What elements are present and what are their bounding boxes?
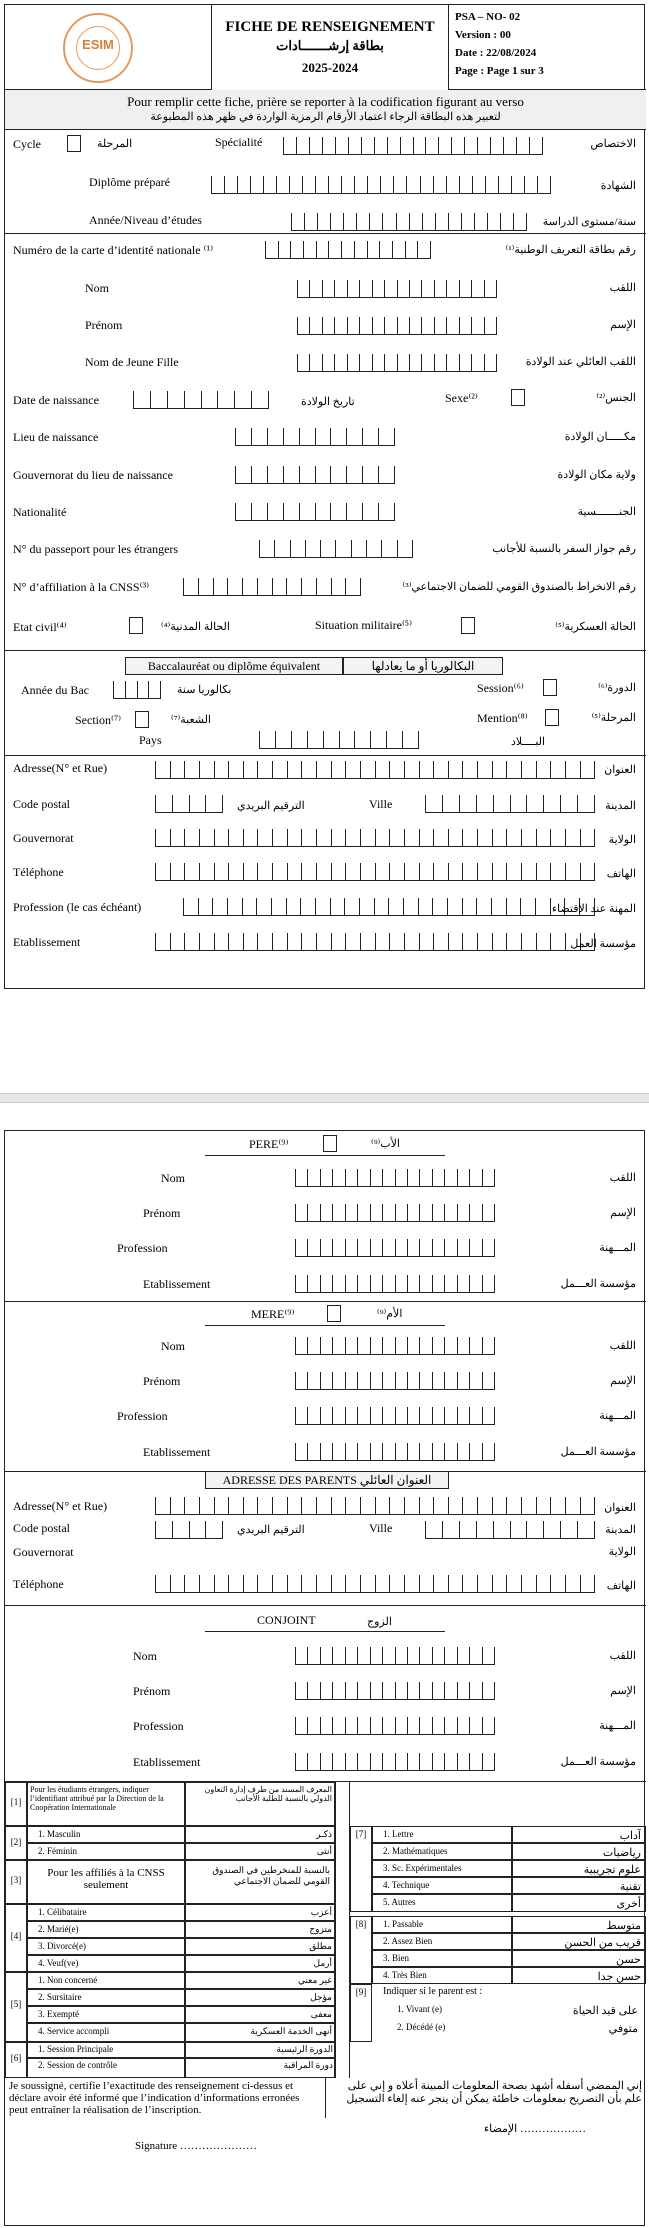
par-ville-label-ar: المدينة (605, 1524, 636, 1536)
annee-bac-label-ar: بكالوريا سنة (177, 684, 232, 696)
code-3-ar: بالنسبة للمنخرطين في الصندوق القومي للضمان الاجتماعي (185, 1860, 335, 1904)
jeune-fille-field[interactable] (297, 354, 497, 372)
adresse-field[interactable] (155, 761, 595, 779)
profession-label: Profession (le cas échéant) (13, 900, 142, 914)
code-8-item-4: 4. Très Bien (372, 1967, 512, 1984)
conjoint-label-ar: الزوج (367, 1616, 392, 1628)
session-label-ar: الدورة⁽⁶⁾ (598, 682, 636, 694)
code-5-ar-3: معفى (185, 2006, 335, 2023)
gouv-naiss-field[interactable] (235, 466, 395, 484)
doc-pages: Page : Page 1 sur 3 (455, 65, 544, 77)
passeport-label: N° du passeport pour les étrangers (13, 542, 179, 556)
doc-ref: PSA – NO- 02 (455, 11, 521, 23)
pere-etab-label-ar: مؤسسة العـــمل (560, 1278, 636, 1290)
form-header (5, 5, 646, 90)
form-page-1 (4, 4, 645, 989)
code-4-ar-2: متزوج (185, 1921, 335, 1938)
code-8-item-1: 1. Passable (372, 1916, 512, 1933)
pere-profession-label: Profession (117, 1241, 168, 1255)
gouv-label-ar: الولاية (608, 834, 636, 846)
pere-prenom-label-ar: الإسم (610, 1207, 636, 1219)
header-title-block (211, 5, 449, 90)
signature-fr[interactable]: Signature ………………… (135, 2140, 257, 2152)
pere-nom-label: Nom (161, 1171, 185, 1185)
mere-prenom-label: Prénom (143, 1374, 181, 1388)
code-7-ar-3: علوم تجريبية (512, 1860, 646, 1877)
cin-label-ar: رقم بطاقة التعريف الوطنية⁽¹⁾ (505, 244, 636, 256)
etab-field[interactable] (155, 933, 595, 951)
cycle-box[interactable] (67, 135, 81, 152)
declaration-fr: Je soussigné, certifie l’exactitude des renseignement ci-dessus et déclare avoir été informé que l’indication d’informations erronées peut entraîner la réalisation de l’inscription. (9, 2080, 300, 2116)
diplome-label: Diplôme préparé (89, 175, 170, 189)
session-label: Session⁽⁶⁾ (477, 681, 524, 695)
conj-nom-field[interactable] (295, 1647, 495, 1665)
conj-prenom-label-ar: الإسم (610, 1685, 636, 1697)
mere-profession-label-ar: المـــهنة (599, 1410, 636, 1422)
page-separator (0, 1093, 649, 1103)
code-2-num: [2] (5, 1826, 27, 1860)
code-5-item-2: 2. Sursitaire (27, 1989, 185, 2006)
militaire-label-ar: الحالة العسكرية⁽⁵⁾ (555, 621, 636, 633)
pere-etab-label: Etablissement (143, 1277, 211, 1291)
par-gouv-label: Gouvernorat (13, 1545, 74, 1559)
pere-profession-label-ar: المـــهنة (599, 1242, 636, 1254)
adresse-label: Adresse(N° et Rue) (13, 761, 108, 775)
annee-bac-field[interactable] (113, 681, 161, 699)
annee-field[interactable] (291, 213, 527, 231)
code-2-item-1: 1. Masculin (27, 1826, 185, 1843)
par-adresse-label: Adresse(N° et Rue) (13, 1499, 108, 1513)
code-5-item-4: 4. Service accompli (27, 2023, 185, 2042)
section-label-ar: الشعبة⁽⁷⁾ (171, 714, 211, 726)
code-2-item-2: 2. Féminin (27, 1843, 185, 1860)
code-7-item-1: 1. Lettre (372, 1826, 512, 1843)
code-3-fr: Pour les affiliés à la CNSS seulement (27, 1860, 185, 1904)
conj-etab-field[interactable] (295, 1753, 495, 1771)
code-4-item-4: 4. Veuf(ve) (27, 1955, 185, 1972)
conj-profession-label: Profession (133, 1719, 184, 1733)
cnss-label: N° d’affiliation à la CNSS⁽³⁾ (13, 580, 150, 594)
section-label: Section⁽⁷⁾ (75, 713, 122, 727)
etat-civil-label: Etat civil⁽⁴⁾ (13, 620, 67, 634)
instruction-ar: لتعبير هذه البطاقة الرجاء اعتماد الأرقام الرمزية الواردة في ظهر هذه المطبوعة (150, 111, 501, 123)
code-2-ar-2: أنثى (185, 1843, 335, 1860)
nationalite-field[interactable] (235, 503, 395, 521)
cp-label-ar: الترقيم البريدي (237, 800, 305, 812)
code-6-item-2: 2. Session de contrôle (27, 2058, 185, 2078)
pere-etab-field[interactable] (295, 1275, 495, 1293)
conj-nom-label: Nom (133, 1649, 157, 1663)
code-5-num: [5] (5, 1972, 27, 2042)
par-cp-field[interactable] (155, 1521, 223, 1539)
instruction-fr: Pour remplir cette fiche, prière se reporter à la codification figurant au verso (127, 94, 524, 109)
conj-prenom-label: Prénom (133, 1684, 171, 1698)
gouv-naiss-label-ar: ولاية مكان الولادة (557, 469, 636, 481)
ville-label: Ville (369, 797, 393, 811)
pere-label-ar: الأب⁽⁹⁾ (371, 1138, 400, 1150)
cp-field[interactable] (155, 795, 223, 813)
code-1-num: [1] (5, 1782, 27, 1826)
cin-label: Numéro de la carte d’identité nationale ⁽¹⁾ (13, 243, 214, 257)
title-ar: بطاقة إرشـــــــادات (276, 38, 384, 53)
nationalite-label-ar: الجنـــــــسية (577, 506, 636, 518)
naissance-field[interactable] (133, 391, 269, 409)
mere-etab-label-ar: مؤسسة العـــمل (560, 1446, 636, 1458)
tel-label: Téléphone (13, 865, 64, 879)
code-5-item-1: 1. Non concerné (27, 1972, 185, 1989)
par-ville-field[interactable] (425, 1521, 595, 1539)
code-6-num: [6] (5, 2042, 27, 2078)
mere-nom-field[interactable] (295, 1337, 495, 1355)
specialite-label: Spécialité (215, 135, 263, 149)
instruction-note (5, 90, 646, 130)
pere-label: PERE⁽⁹⁾ (249, 1137, 289, 1151)
code-5-ar-4: أنهى الخدمة العسكرية (185, 2023, 335, 2042)
cin-field[interactable] (265, 241, 431, 259)
code-9-num: [9] (350, 1984, 372, 2042)
code-9-title: Indiquer si le parent est : (383, 1986, 483, 1997)
code-9-item-2: 2. Décédé (e) (397, 2022, 446, 2032)
par-adresse-label-ar: العنوان (604, 1502, 636, 1514)
cycle-label: Cycle (13, 137, 41, 151)
academic-year: 2025-2024 (301, 60, 359, 75)
conj-nom-label-ar: اللقب (609, 1650, 636, 1662)
militaire-label: Situation militaire⁽⁵⁾ (315, 618, 413, 632)
passeport-label-ar: رقم جواز السفر بالنسبة للأجانب (492, 543, 636, 555)
conj-profession-field[interactable] (295, 1717, 495, 1735)
code-6-ar-2: دورة المراقبة (185, 2058, 335, 2078)
code-1-ar: المعرف المسند من طرف إدارة التعاون الدولي بالنسبة للطلبة الأجانب (185, 1782, 335, 1826)
code-3-num: [3] (5, 1860, 27, 1904)
code-7-num: [7] (350, 1826, 372, 1912)
bac-band-ar: البكالوريا أو ما يعادلها (343, 657, 503, 675)
conj-etab-label-ar: مؤسسة العـــمل (560, 1756, 636, 1768)
conj-etab-label: Etablissement (133, 1755, 201, 1769)
mention-label: Mention⁽⁸⁾ (477, 711, 528, 725)
prenom-label-ar: الإسم (610, 319, 636, 331)
profession-label-ar: المهنة عند الاقتضاء (551, 903, 636, 915)
code-7-ar-2: رياضيات (512, 1843, 646, 1860)
signature-ar[interactable]: ……………… الإمضاء (483, 2123, 586, 2135)
par-cp-label: Code postal (13, 1521, 70, 1535)
lieu-field[interactable] (235, 428, 395, 446)
cycle-label-ar: المرحلة (97, 138, 133, 150)
doc-reference (449, 5, 645, 90)
par-tel-field[interactable] (155, 1575, 595, 1593)
code-8-num: [8] (350, 1916, 372, 1984)
cnss-label-ar: رقم الانخراط بالصندوق القومي للضمان الاجتماعي⁽³⁾ (402, 581, 636, 593)
naissance-label: Date de naissance (13, 393, 99, 407)
etat-civil-box[interactable] (129, 617, 143, 634)
code-6-item-1: 1. Session Principale (27, 2042, 185, 2058)
mere-label: MERE⁽⁹⁾ (251, 1307, 295, 1321)
code-8-ar-2: قريب من الحسن (512, 1933, 646, 1950)
code-8-ar-4: حسن جدا (512, 1967, 646, 1984)
code-9-ar-2: متوفي (608, 2023, 638, 2035)
naissance-label-ar: تاريخ الولادة (301, 396, 355, 408)
codification-table (5, 1781, 646, 2152)
doc-date: Date : 22/08/2024 (455, 47, 537, 59)
mere-etab-label: Etablissement (143, 1445, 211, 1459)
code-5-ar-1: غير معني (185, 1972, 335, 1989)
gouv-naiss-label: Gouvernorat du lieu de naissance (13, 468, 173, 482)
code-1-fr: Pour les étudiants étrangers, indiquer l’identifiant attribué par la Direction de la Coopération Internationale (27, 1782, 185, 1826)
militaire-box[interactable] (461, 617, 475, 634)
pays-label-ar: البــــلاد (511, 736, 546, 748)
lieu-label-ar: مكـــــان الولادة (564, 431, 636, 443)
par-ville-label: Ville (369, 1521, 393, 1535)
code-4-num: [4] (5, 1904, 27, 1972)
code-4-ar-4: أرمل (185, 1955, 335, 1972)
code-8-ar-1: متوسط (512, 1916, 646, 1933)
annee-label-ar: سنة/مستوى الدراسة (542, 216, 636, 228)
etab-label: Etablissement (13, 935, 81, 949)
sexe-box[interactable] (511, 389, 525, 406)
cp-label: Code postal (13, 797, 70, 811)
pere-profession-field[interactable] (295, 1239, 495, 1257)
gouv-field[interactable] (155, 829, 595, 847)
annee-label: Année/Niveau d’études (89, 213, 202, 227)
pays-label: Pays (139, 733, 162, 747)
nom-field[interactable] (297, 280, 497, 298)
mere-box[interactable] (327, 1305, 341, 1322)
specialite-label-ar: الاختصاص (590, 138, 636, 150)
pere-prenom-field[interactable] (295, 1204, 495, 1222)
pere-nom-label-ar: اللقب (609, 1172, 636, 1184)
pere-prenom-label: Prénom (143, 1206, 181, 1220)
par-adresse-field[interactable] (155, 1497, 595, 1515)
code-7-item-3: 3. Sc. Expérimentales (372, 1860, 512, 1877)
code-6-ar-1: الدورة الرئيسية (185, 2042, 335, 2058)
mention-box[interactable] (545, 709, 559, 726)
pays-field[interactable] (259, 731, 419, 749)
mere-etab-field[interactable] (295, 1443, 495, 1461)
doc-version: Version : 00 (455, 29, 511, 41)
code-4-item-2: 2. Marié(e) (27, 1921, 185, 1938)
school-logo (63, 13, 133, 83)
prenom-label: Prénom (85, 318, 123, 332)
adresse-label-ar: العنوان (604, 764, 636, 776)
code-5-ar-2: مؤجل (185, 1989, 335, 2006)
conj-profession-label-ar: المـــهنة (599, 1720, 636, 1732)
code-4-item-1: 1. Célibataire (27, 1904, 185, 1921)
profession-field[interactable] (183, 898, 595, 916)
mention-label-ar: المرحلة⁽⁵⁾ (591, 712, 636, 724)
par-gouv-label-ar: الولاية (608, 1546, 636, 1558)
mere-nom-label: Nom (161, 1339, 185, 1353)
sexe-label-ar: الجنس⁽²⁾ (596, 392, 636, 404)
logo-text: ESIM (82, 37, 114, 52)
gouv-label: Gouvernorat (13, 831, 74, 845)
mere-profession-field[interactable] (295, 1407, 495, 1425)
conj-prenom-field[interactable] (295, 1682, 495, 1700)
session-box[interactable] (543, 679, 557, 696)
code-7-item-5: 5. Autres (372, 1894, 512, 1912)
code-7-ar-5: أخرى (512, 1894, 646, 1912)
code-8-ar-3: حسن (512, 1950, 646, 1967)
code-4-ar-1: أعزب (185, 1904, 335, 1921)
par-tel-label: Téléphone (13, 1577, 64, 1591)
ville-label-ar: المدينة (605, 800, 636, 812)
mere-nom-label-ar: اللقب (609, 1340, 636, 1352)
code-7-item-4: 4. Technique (372, 1877, 512, 1894)
cnss-field[interactable] (183, 578, 361, 596)
sexe-label: Sexe⁽²⁾ (445, 391, 478, 405)
mere-prenom-field[interactable] (295, 1372, 495, 1390)
code-4-item-3: 3. Divorcé(e) (27, 1938, 185, 1955)
code-7-ar-1: آداب (512, 1826, 646, 1843)
code-2-ar-1: ذكـر (185, 1826, 335, 1843)
tel-field[interactable] (155, 863, 595, 881)
code-9-item-1: 1. Vivant (e) (397, 2004, 443, 2014)
specialite-field[interactable] (283, 137, 543, 155)
code-7-ar-4: تقنية (512, 1877, 646, 1894)
form-page-2 (4, 1130, 645, 2226)
mere-label-ar: الأم⁽⁹⁾ (377, 1308, 403, 1320)
section-box[interactable] (135, 711, 149, 728)
code-4-ar-3: مطلق (185, 1938, 335, 1955)
code-8-item-2: 2. Assez Bien (372, 1933, 512, 1950)
nom-label: Nom (85, 281, 109, 295)
jeune-fille-label-ar: اللقب العائلي عند الولادة (525, 356, 636, 368)
etat-civil-label-ar: الحالة المدنية⁽⁴⁾ (161, 621, 230, 633)
adresse-parents-band: ADRESSE DES PARENTS العنوان العائلي (205, 1471, 449, 1489)
nationalite-label: Nationalité (13, 505, 67, 519)
par-tel-label-ar: الهاتف (606, 1580, 636, 1592)
tel-label-ar: الهاتف (606, 868, 636, 880)
pere-nom-field[interactable] (295, 1169, 495, 1187)
passeport-field[interactable] (259, 540, 413, 558)
par-cp-label-ar: الترقيم البريدي (237, 1524, 305, 1536)
declaration-ar: إني الممضي أسفله أشهد بصحة المعلومات المبينة أعلاه و إني على علم بأن التصريح بمعلومات خاطئة يمكن أن ينجر عنه إلغاء التسجيل (325, 2078, 646, 2118)
prenom-field[interactable] (297, 317, 497, 335)
mere-profession-label: Profession (117, 1409, 168, 1423)
title-fr: FICHE DE RENSEIGNEMENT (225, 19, 435, 35)
ville-field[interactable] (425, 795, 595, 813)
mere-prenom-label-ar: الإسم (610, 1375, 636, 1387)
bac-band-fr: Baccalauréat ou diplôme équivalent (125, 657, 343, 675)
diplome-label-ar: الشهادة (600, 180, 636, 192)
diplome-field[interactable] (211, 176, 551, 194)
lieu-label: Lieu de naissance (13, 430, 99, 444)
code-9-ar-1: على قيد الحياة (572, 2005, 638, 2017)
conjoint-label: CONJOINT (257, 1613, 316, 1627)
code-5-item-3: 3. Exempté (27, 2006, 185, 2023)
pere-box[interactable] (323, 1135, 337, 1152)
nom-label-ar: اللقب (609, 282, 636, 294)
code-8-item-3: 3. Bien (372, 1950, 512, 1967)
etab-label-ar: مؤسسة العمل (570, 938, 636, 950)
code-7-item-2: 2. Mathématiques (372, 1843, 512, 1860)
jeune-fille-label: Nom de Jeune Fille (85, 355, 179, 369)
annee-bac-label: Année du Bac (21, 683, 89, 697)
